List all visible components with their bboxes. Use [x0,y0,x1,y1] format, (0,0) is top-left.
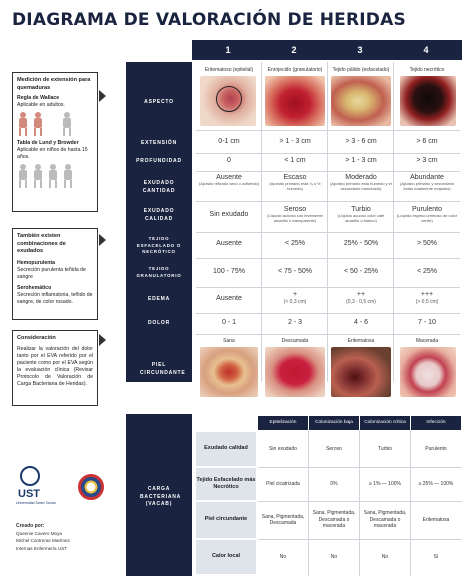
dolor-value: 4 - 6 [353,319,368,326]
edema-cell [394,291,460,305]
exudado-cantidad-note: (Apósito primario está ¼ o ½ humedo) [269,181,321,191]
carga-row-label: Exudado calidad [196,432,256,466]
granulatorio-value: 100 - 75% [213,268,245,275]
aspecto-caption: Tejido necrótico [409,67,445,73]
wound-photo-slough [331,76,391,126]
exudado-cantidad-value: Ausente [216,174,242,181]
dolor-value: 2 - 3 [287,319,302,326]
extension-value: > 6 cm [416,138,438,145]
piel-caption: Descamada [281,338,309,344]
row-label-aspecto: ASPECTO [144,99,174,105]
column-header-4: 4 [394,42,458,58]
exudado-cantidad-cell [198,174,260,187]
skin-photo-healthy [200,347,258,397]
credits-title: Creado por: [16,523,45,529]
credits [16,522,70,552]
edema-cell [262,291,328,305]
row-label-edema: EDEMA [147,296,171,302]
edema-note: (0,3 - 0,5 cm) [346,299,376,305]
lund-body-figures [17,164,93,188]
row-label-piel-circundante: PIEL CIRCUNDANTE [140,362,186,376]
column-header-1: 1 [196,42,260,58]
carga-cell: Sí [433,553,439,560]
carga-cell: 0% [330,480,338,487]
carga-row-label: Calor local [196,540,256,574]
extension-value: > 1 - 3 cm [279,138,311,145]
hemopurulenta-label: Hemopurulenta [17,259,56,266]
carga-header: Colonización baja [309,416,359,430]
profundidad-value: > 1 - 3 cm [345,157,377,164]
arrow-right-icon [99,90,106,102]
row-label-exudado-cantidad: EXUDADO CANTIDAD [142,180,176,194]
carga-cell: Seroso [326,445,342,452]
aspecto-caption: Eritematoso (epitelial) [204,67,254,73]
carga-cell: ≥ 25% — 100% [418,480,454,487]
consideration-title: Consideración [17,335,56,341]
carga-cell: ≥ 1% — 100% [369,480,401,487]
carga-row-label: Tejido Esfacelado más Necrótico [196,468,256,500]
serohematico-label: Serohemático [17,284,52,291]
exudado-cantidad-value: Abundante [410,174,444,181]
exudado-cantidad-note: (Apósito primario y secundario están totalmente mojados) [399,181,455,191]
credit-name: Queenie Cavero Moya [16,531,62,536]
row-label-granulatorio: TEJIDO GRANULATORIO [136,266,182,278]
column-header-3: 3 [328,42,392,58]
esfacelado-value: > 50% [416,240,438,247]
nursing-school-logo [78,474,104,500]
carga-cell: Sana, Pigmentada, Descamada [261,513,305,526]
arrow-right-icon [99,334,106,346]
skin-photo-erythematous [331,347,391,397]
exudado-cantidad-note: (Apósito retirado seco o adherido) [198,181,260,186]
consideration-text: Realizar la valoración del dolor tanto por el EVA referido por el paciente como por el EVA según la evaluación clínica (Revisar Protocolo de Valoración de Carga Bacteriana de Heridas). [17,345,93,387]
exudado-calidad-value: Seroso [283,206,307,213]
wound-photo-granulation [265,76,325,126]
page-title: DIAGRAMA DE VALORACIÓN DE HERIDAS [12,10,406,30]
extension-value: > 3 - 6 cm [345,138,377,145]
burn-measurement-title: Medición de extensión para quemaduras [17,77,91,91]
row-label-carga-bacteriana: CARGA BACTERIANA (VACAB) [140,486,182,507]
skin-photo-scaly [265,347,325,397]
carga-cell: Eritematosa [422,516,450,523]
carga-cell: Sin exudado [269,445,297,452]
exudado-cantidad-cell [396,174,458,192]
profundidad-value: 0 [227,157,231,164]
serohematico-note: Secreción inflamatoria, teñido de sangre, de color rosado. [17,291,93,305]
carga-cell: Sana, Pigmentada, Descamada o macerada [363,510,407,530]
ust-logo: UST [18,488,40,500]
row-label-dolor: DOLOR [147,320,171,326]
row-label-extension: EXTENSIÓN [140,140,178,146]
row-label-profundidad: PROFUNDIDAD [136,158,182,164]
ust-seal-logo [20,466,40,486]
institution-logos [14,466,114,516]
exudado-cantidad-cell [330,174,392,192]
profundidad-value: > 3 cm [416,157,438,164]
lund-note: Aplicable en niños de hasta 15 años. [17,147,88,161]
dolor-value: 7 - 10 [418,319,436,326]
esfacelado-value: 25% - 50% [343,240,379,247]
carga-row-label: Piel circundante [196,502,256,538]
carga-cell: Sana, Pigmentada, Descamada o macerada [312,510,356,530]
edema-note: (< 0,3 cm) [283,299,307,305]
row-label-esfacelado: TEJIDO ESFACELADO O NECRÓTICO [136,236,182,255]
piel-caption: Sana [223,338,235,344]
carga-cell: Piel cicatrizada [266,480,300,487]
wound-photo-necrotic [400,76,456,126]
aspecto-caption: Tejido pálido (esfacelado) [332,67,390,73]
wallace-body-figures [17,112,93,136]
carga-cell: No [381,553,389,560]
carga-cell: No [279,553,287,560]
column-header-2: 2 [262,42,326,58]
exudado-calidad-value: Turbio [351,206,371,213]
edema-value: ++ [356,291,366,298]
granulatorio-value: < 25% [416,268,438,275]
wallace-note: Aplicable en adultos. [17,102,65,109]
hemopurulenta-note: Secreción purulenta teñida de sangre [17,266,86,280]
lund-label: Tabla de Lund y Browder [17,140,79,147]
burn-measurement-box [12,72,98,212]
carga-cell: Purulento [425,445,447,452]
edema-value: Ausente [216,295,242,302]
piel-caption: Macerada [415,338,439,344]
dolor-value: 0 - 1 [221,319,236,326]
skin-photo-macerated [400,347,456,397]
exudado-calidad-cell [264,206,326,224]
ust-logo-subtitle: Universidad Santo Tomás [16,501,56,505]
exudado-calidad-value: Purulento [412,206,442,213]
carga-cell: No [330,553,338,560]
exudado-calidad-note: (Líquido acuoso color café amarillo o blanco) [337,213,385,223]
wallace-label: Regla de Wallace [17,95,60,102]
profundidad-value: < 1 cm [284,157,306,164]
edema-value: + [292,291,298,298]
edema-cell [328,291,394,305]
arrow-right-icon [99,234,106,246]
row-label-exudado-calidad: EXUDADO CALIDAD [143,208,175,222]
exudado-calidad-value: Sin exudado [209,211,249,218]
piel-caption: Eritematosa [347,338,375,344]
exudado-calidad-note: (Líquido acuoso con levemente amarillo o transparente) [267,213,323,223]
exudate-combinations-box [12,228,98,320]
esfacelado-value: < 25% [284,240,306,247]
consideration-box [12,330,98,406]
carga-cell: Turbio [378,445,392,452]
carga-header: Epitelización [258,416,308,430]
exudado-calidad-cell [396,206,458,224]
carga-header: Infección [411,416,461,430]
credit-name: Internas Enfermería UST [16,545,68,551]
exudado-cantidad-value: Moderado [345,174,377,181]
edema-value: +++ [420,291,434,298]
credit-name: Michel Contreras Martínez [16,538,70,544]
granulatorio-value: < 50 - 25% [343,268,379,275]
carga-header: Colonización crítica [360,416,410,430]
exudado-calidad-note: (Líquido espeso cremoso de color verde) [396,213,458,223]
exudado-cantidad-note: (Apósito primario está humedo y el secundario manchado) [330,181,392,191]
edema-note: (> 0,5 cm) [415,299,439,305]
exudado-cantidad-cell [264,174,326,192]
wound-photo-epithelial [200,76,256,126]
exudate-combinations-title: También existen combinaciones de exudados [17,233,66,255]
aspecto-caption: Enrojecido (granulatorio) [267,67,323,73]
esfacelado-value: Ausente [216,240,242,247]
extension-value: 0-1 cm [218,138,240,145]
granulatorio-value: < 75 - 50% [277,268,313,275]
exudado-calidad-cell [330,206,392,224]
exudado-cantidad-value: Escaso [283,174,307,181]
